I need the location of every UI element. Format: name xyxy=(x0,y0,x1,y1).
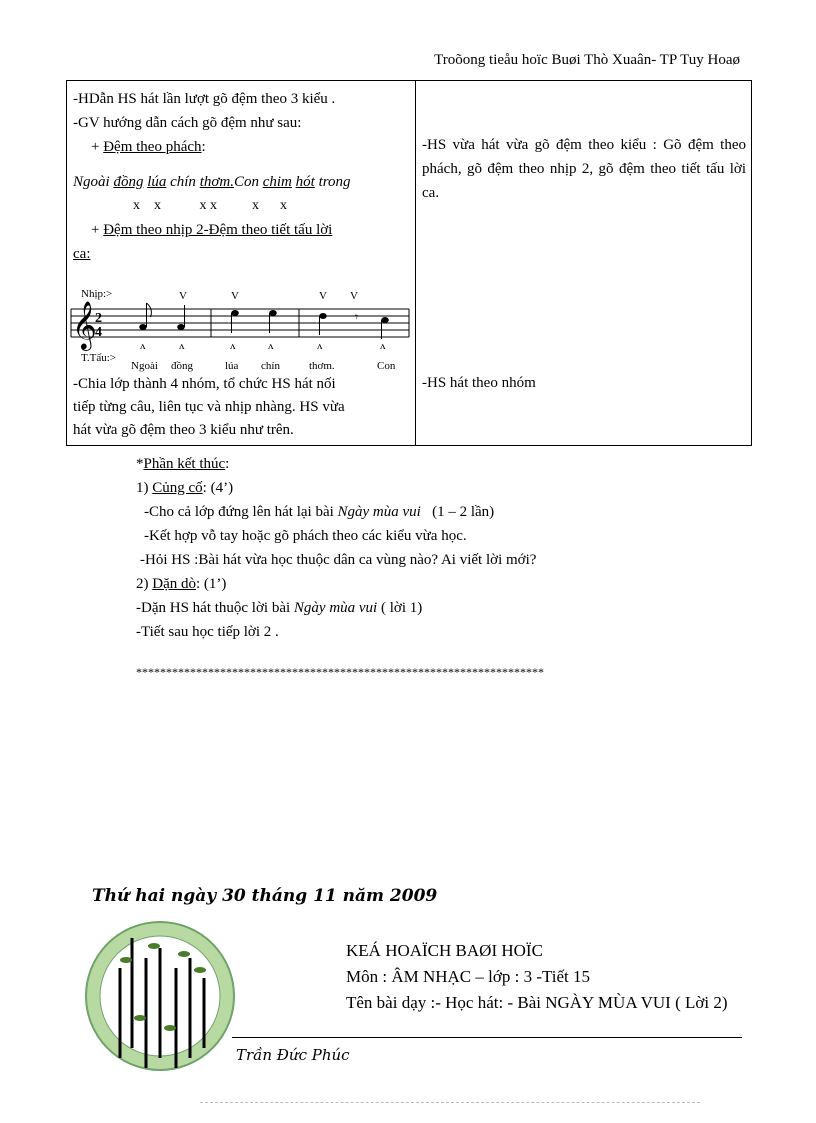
group-line-2: tiếp từng câu, liên tục và nhịp nhàng. HS vừa xyxy=(73,399,345,415)
svg-text:ʌ: ʌ xyxy=(317,340,323,352)
school-logo xyxy=(80,918,240,1078)
text: (1 – 2 lần) xyxy=(432,504,495,520)
activity-line-1: -HDẫn HS hát lần lượt gõ đệm theo 3 kiểu . xyxy=(73,91,336,107)
music-notation xyxy=(67,285,411,375)
duration: : (1’) xyxy=(196,576,227,592)
beat-accompaniment-heading: Đệm theo phách xyxy=(103,139,202,155)
section-number: 1) xyxy=(136,480,149,496)
lesson-date: Thứ hai ngày 30 tháng 11 năm 2009 xyxy=(92,886,438,906)
ending-title-text: Phần kết thúc xyxy=(143,456,226,472)
svg-text:ʌ: ʌ xyxy=(230,340,236,352)
lyric-word: Ngoài xyxy=(73,174,110,190)
footer-rule xyxy=(200,1102,700,1103)
svg-text:V: V xyxy=(350,290,358,302)
student-activity-1: -HS vừa hát vừa gõ đệm theo kiểu : Gõ đệm theo phách, gõ đệm theo nhịp 2, gõ đệm theo tiết tấu lời ca. xyxy=(422,137,746,201)
student-activity-2: -HS hát theo nhóm xyxy=(422,375,536,391)
group-activity xyxy=(73,373,409,442)
ending-section xyxy=(136,452,736,644)
school-header: Troõong tieåu hoïc Buøi Thò Xuaân- TP Tuy Hoaø xyxy=(434,52,740,68)
tau-label: T.Tấu:> xyxy=(81,352,117,364)
colon: : xyxy=(225,456,230,472)
separator-stars: ******************************************************************** xyxy=(136,665,544,679)
lyric-line xyxy=(73,170,409,194)
notation-words xyxy=(131,360,396,372)
duration: : (4’) xyxy=(202,480,234,496)
notation-word: chín xyxy=(261,360,280,372)
teacher-name: Trần Đức Phúc xyxy=(236,1046,350,1064)
lesson-name: Tên bài dạy :- Học hát: - Bài NGÀY MÙA VUI ( Lời 2) xyxy=(346,993,728,1012)
svg-text:ʌ: ʌ xyxy=(140,340,146,352)
svg-text:ʌ: ʌ xyxy=(268,340,274,352)
svg-text:𝄾: 𝄾 xyxy=(355,310,359,324)
homework-title: Dặn dò xyxy=(152,576,196,592)
svg-text:ʌ: ʌ xyxy=(179,340,185,352)
time-signature-top: 2 xyxy=(95,311,102,326)
homework-heading xyxy=(136,572,736,596)
consolidation-line-1 xyxy=(136,500,736,524)
text: -Cho cả lớp đứng lên hát lại bài xyxy=(144,504,334,520)
bullet: + xyxy=(91,222,100,238)
beat-marks: x x x x x x xyxy=(133,198,287,213)
treble-clef-icon: 𝄞 xyxy=(72,300,97,349)
activity-line-5 xyxy=(73,218,409,242)
lyric-word: hót xyxy=(295,174,315,190)
lyric-word: trong xyxy=(318,174,351,190)
consolidation-title: Củng cố xyxy=(152,480,203,496)
notation-word: lúa xyxy=(225,360,239,372)
notation-word: Ngoài xyxy=(131,360,158,372)
column-divider xyxy=(415,81,416,445)
notation-word: Con xyxy=(377,360,396,372)
lesson-table xyxy=(66,80,752,446)
homework-line-2: -Tiết sau học tiếp lời 2 . xyxy=(136,624,279,640)
colon: : xyxy=(201,139,206,155)
star: * xyxy=(136,456,144,472)
ending-title xyxy=(136,452,736,476)
consolidation-line-3: -Hỏi HS :Bài hát vừa học thuộc dân ca vùng nào? Ai viết lời mới? xyxy=(140,552,537,568)
consolidation-line-2: -Kết hợp vỗ tay hoặc gõ phách theo các kiểu vừa học. xyxy=(144,528,467,544)
subject-line: Môn : ÂM NHẠC – lớp : 3 -Tiết 15 xyxy=(346,967,591,986)
plan-title: KEÁ HOAÏCH BAØI HOÏC xyxy=(346,941,543,960)
homework-line-1 xyxy=(136,596,736,620)
song-title: Ngày mùa vui xyxy=(293,600,378,616)
group-line-3: hát vừa gõ đệm theo 3 kiểu như trên. xyxy=(73,422,294,438)
notation-word: thơm. xyxy=(309,360,335,372)
divider-rule xyxy=(232,1037,742,1038)
text: ( lời 1) xyxy=(380,600,423,616)
staff-lines xyxy=(71,309,409,337)
lyric-word: đồng xyxy=(113,174,144,190)
meter-rhythm-heading: Đệm theo nhịp 2-Đệm theo tiết tấu lời xyxy=(103,222,333,238)
time-signature-bottom: 4 xyxy=(95,325,102,340)
svg-text:ʌ: ʌ xyxy=(380,340,386,352)
notes xyxy=(139,303,389,339)
lyric-word: Con xyxy=(233,174,259,190)
activity-line-2: -GV hướng dẫn cách gõ đệm như sau: xyxy=(73,115,302,131)
consolidation-heading xyxy=(136,476,736,500)
section-number: 2) xyxy=(136,576,149,592)
svg-text:V: V xyxy=(231,290,239,302)
notation-word: đồng xyxy=(171,360,193,372)
svg-text:V: V xyxy=(319,290,327,302)
svg-text:V: V xyxy=(179,290,187,302)
activity-line-3 xyxy=(73,135,409,159)
text: -Dặn HS hát thuộc lời bài xyxy=(136,600,291,616)
accent-marks xyxy=(140,290,386,352)
nhip-label: Nhịp:> xyxy=(81,288,113,300)
group-line-1: -Chia lớp thành 4 nhóm, tổ chức HS hát nối xyxy=(73,376,336,392)
lyric-word: lúa xyxy=(147,174,167,190)
activity-line-5b: ca: xyxy=(73,246,91,262)
lyric-word: chim xyxy=(262,174,292,190)
lyric-word: thơm. xyxy=(199,174,234,190)
bullet: + xyxy=(91,139,100,155)
song-title: Ngày mùa vui xyxy=(337,504,421,520)
teacher-activities xyxy=(73,87,409,266)
lyric-word: chín xyxy=(170,174,196,190)
